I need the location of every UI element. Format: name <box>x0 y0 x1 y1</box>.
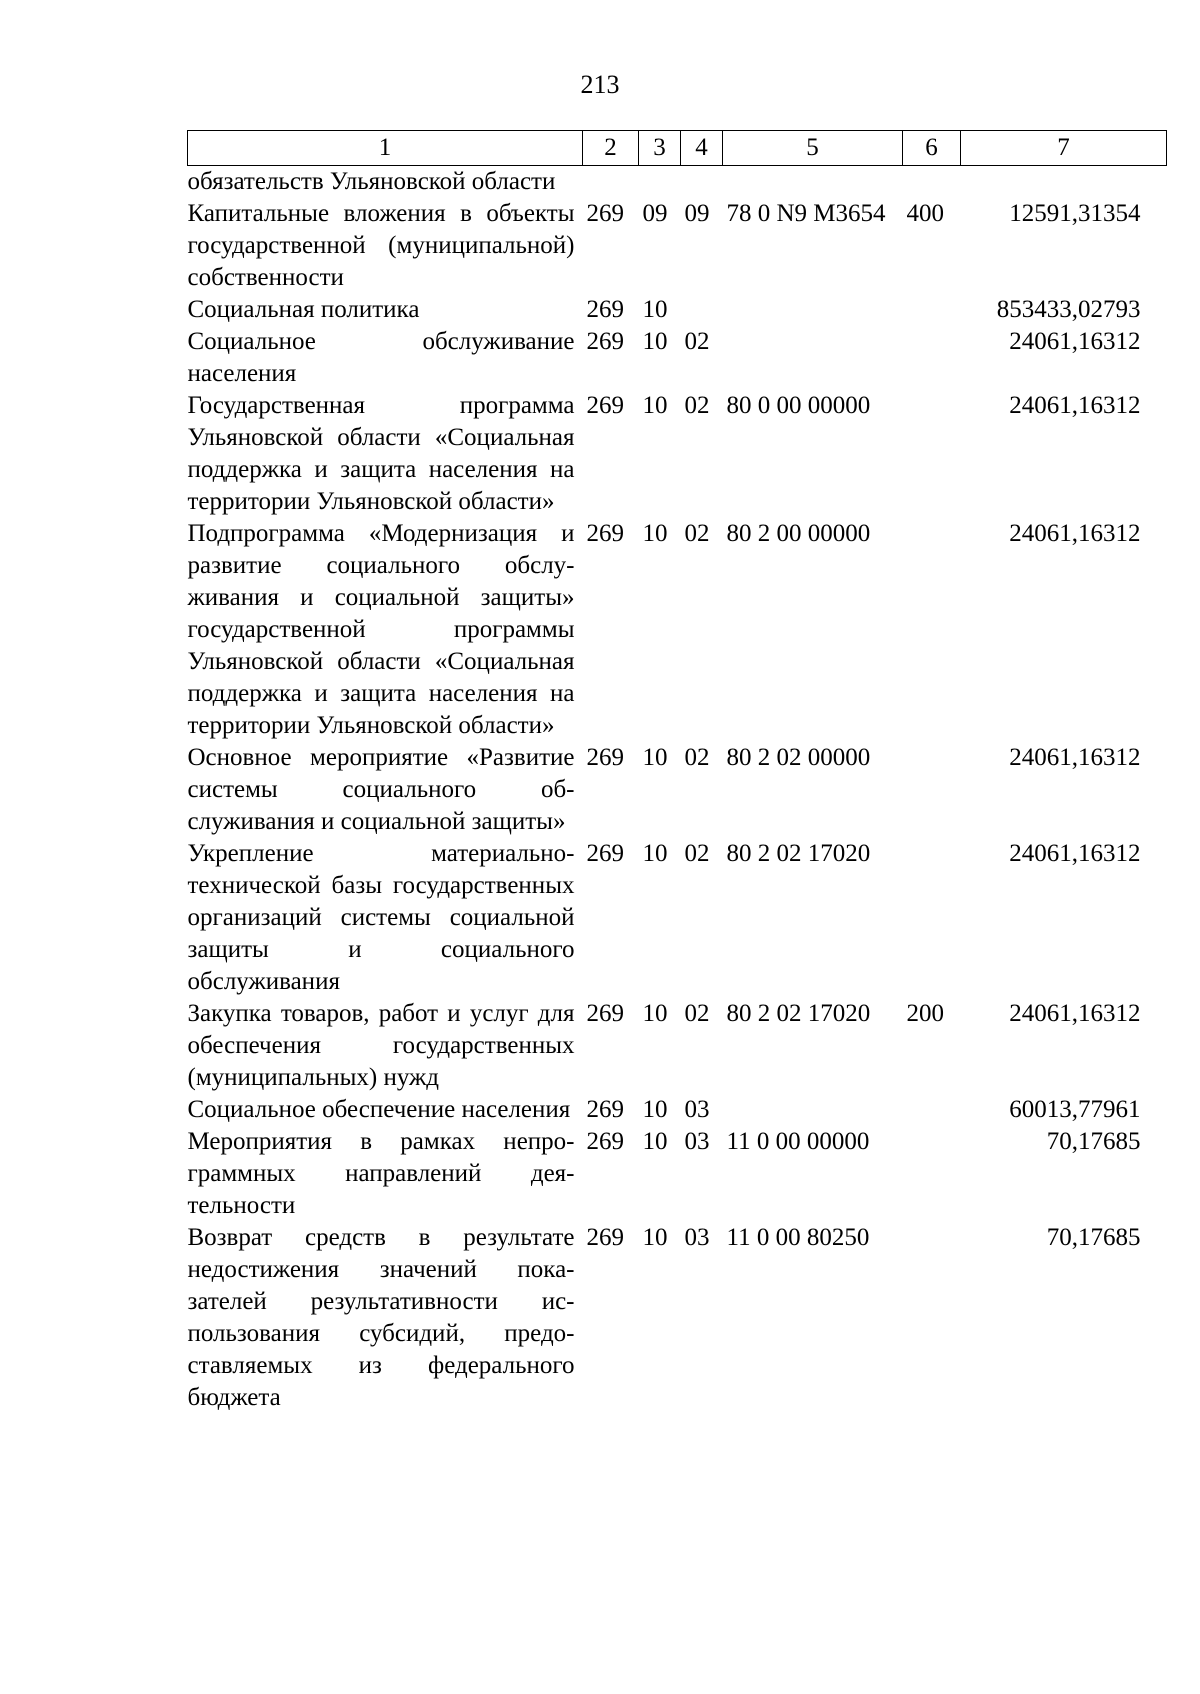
row-col-5: 80 2 02 17020 <box>726 1000 871 1027</box>
row-name: Подпрограмма «Модернизация и развитие социального обслуживания и социальной защиты» государственной программы Ульяновской области «Социальная поддержка и защита населения на территории Ульяновской области» <box>187 520 575 739</box>
row-col-4 <box>681 294 723 326</box>
row-col-3: 10 <box>642 328 668 355</box>
row-col-3: 10 <box>642 1128 668 1155</box>
row-col-6 <box>903 166 961 199</box>
row-col-6 <box>903 1126 961 1222</box>
row-col-4: 02 <box>684 392 710 419</box>
row-col-5: 78 0 N9 M3654 <box>726 200 886 227</box>
row-col-6 <box>903 1222 961 1414</box>
row-name: Социальная политика <box>187 296 420 323</box>
header-col-7: 7 <box>961 131 1167 166</box>
row-col-5: 80 2 02 00000 <box>726 744 871 771</box>
row-col-6 <box>903 390 961 518</box>
row-col-7: 70,17685 <box>1046 1128 1141 1155</box>
row-col-4: 03 <box>684 1096 710 1123</box>
row-col-4: 02 <box>684 744 710 771</box>
table-row <box>188 742 1167 838</box>
row-col-2 <box>583 166 639 199</box>
table-row <box>188 198 1167 294</box>
row-col-3: 10 <box>642 1000 668 1027</box>
row-col-3: 10 <box>642 840 668 867</box>
row-col-4: 02 <box>684 328 710 355</box>
table-row <box>188 998 1167 1094</box>
row-col-3: 10 <box>642 392 668 419</box>
table-row <box>188 838 1167 998</box>
row-col-7: 24061,16312 <box>1009 520 1141 547</box>
row-col-5: 80 0 00 00000 <box>726 392 871 419</box>
header-col-4: 4 <box>681 131 723 166</box>
row-col-2: 269 <box>586 392 624 419</box>
row-col-7: 24061,16312 <box>1009 744 1141 771</box>
row-col-6 <box>903 742 961 838</box>
row-col-7: 70,17685 <box>1046 1224 1141 1251</box>
row-name: Социальное обеспечение населения <box>187 1096 571 1123</box>
header-col-2: 2 <box>583 131 639 166</box>
row-name: Возврат средств в результате недостижения значений показателей результативности использования субсидий, предоставляемых из федерального бюджета <box>187 1224 575 1411</box>
row-col-5 <box>723 294 903 326</box>
row-col-7: 24061,16312 <box>1009 1000 1141 1027</box>
row-col-4: 02 <box>684 1000 710 1027</box>
row-col-7: 853433,02793 <box>996 296 1141 323</box>
row-col-2: 269 <box>586 1096 624 1123</box>
row-col-2: 269 <box>586 296 624 323</box>
row-col-4: 09 <box>684 200 710 227</box>
table-row <box>188 326 1167 390</box>
row-col-6 <box>903 838 961 998</box>
row-name: Мероприятия в рамках непрограммных направлений деятельности <box>187 1128 575 1219</box>
row-col-2: 269 <box>586 200 624 227</box>
row-col-6 <box>903 294 961 326</box>
header-col-1: 1 <box>188 131 583 166</box>
row-col-3: 10 <box>642 744 668 771</box>
row-col-5 <box>723 166 903 199</box>
row-col-6: 200 <box>906 1000 944 1027</box>
row-col-3 <box>639 166 681 199</box>
row-col-6 <box>903 1094 961 1126</box>
row-col-5: 80 2 00 00000 <box>726 520 871 547</box>
row-col-6 <box>903 518 961 742</box>
header-row <box>188 131 1167 166</box>
row-col-4 <box>681 166 723 199</box>
row-name: Социальное обслуживание населения <box>187 328 575 387</box>
row-col-7 <box>961 166 1167 199</box>
row-col-2: 269 <box>586 840 624 867</box>
header-col-5: 5 <box>723 131 903 166</box>
row-name: Государственная программа Ульяновской области «Социальная поддержка и защита населения на территории Ульяновской области» <box>187 392 575 515</box>
row-col-5: 11 0 00 00000 <box>726 1128 870 1155</box>
row-col-4: 02 <box>684 520 710 547</box>
table-row <box>188 1094 1167 1126</box>
row-col-3: 10 <box>642 520 668 547</box>
row-name: обязательств Ульяновской области <box>187 168 556 195</box>
row-col-5 <box>723 326 903 390</box>
row-col-7: 60013,77961 <box>1009 1096 1141 1123</box>
row-col-3: 10 <box>642 1096 668 1123</box>
row-col-2: 269 <box>586 328 624 355</box>
table-row <box>188 166 1167 199</box>
table-row <box>188 1222 1167 1414</box>
row-col-2: 269 <box>586 744 624 771</box>
row-name: Укрепление материально-технической базы государственных организаций системы социальной защиты и социального обслуживания <box>187 840 575 995</box>
row-name: Основное мероприятие «Развитие системы социального обслуживания и социальной защиты» <box>187 744 575 835</box>
row-col-6 <box>903 326 961 390</box>
header-col-3: 3 <box>639 131 681 166</box>
row-col-2: 269 <box>586 1128 624 1155</box>
page-number: 213 <box>580 70 620 99</box>
row-col-5: 11 0 00 80250 <box>726 1224 870 1251</box>
table-row <box>188 1126 1167 1222</box>
row-col-7: 12591,31354 <box>1009 200 1141 227</box>
row-col-4: 03 <box>684 1128 710 1155</box>
table-row <box>188 294 1167 326</box>
budget-table <box>187 130 1167 1414</box>
row-col-5: 80 2 02 17020 <box>726 840 871 867</box>
row-col-2: 269 <box>586 1224 624 1251</box>
row-col-7: 24061,16312 <box>1009 328 1141 355</box>
row-col-7: 24061,16312 <box>1009 840 1141 867</box>
row-col-6: 400 <box>906 200 944 227</box>
row-col-5 <box>723 1094 903 1126</box>
row-col-7: 24061,16312 <box>1009 392 1141 419</box>
row-col-4: 03 <box>684 1224 710 1251</box>
row-name: Капитальные вложения в объекты государственной (муниципальной) собственности <box>187 200 575 291</box>
row-col-2: 269 <box>586 1000 624 1027</box>
row-col-3: 09 <box>642 200 668 227</box>
header-col-6: 6 <box>903 131 961 166</box>
row-name: Закупка товаров, работ и услуг для обеспечения государственных (муниципальных) нужд <box>187 1000 575 1091</box>
table-row <box>188 518 1167 742</box>
row-col-4: 02 <box>684 840 710 867</box>
row-col-2: 269 <box>586 520 624 547</box>
row-col-3: 10 <box>642 296 668 323</box>
row-col-3: 10 <box>642 1224 668 1251</box>
table-row <box>188 390 1167 518</box>
